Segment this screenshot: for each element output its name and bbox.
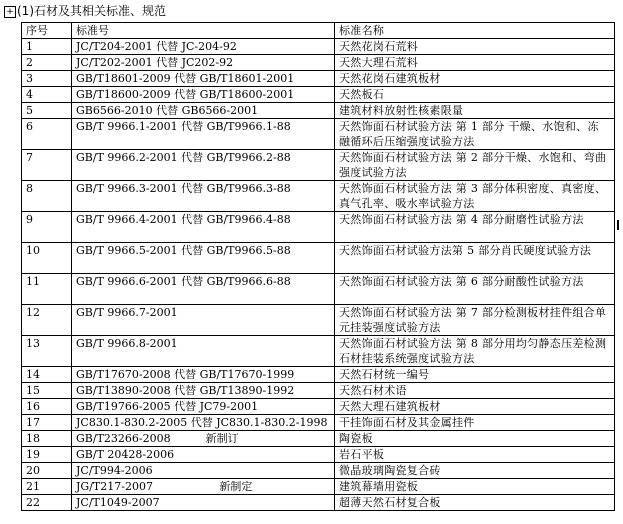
row-no: 19 <box>22 447 72 463</box>
row-code: GB/T 9966.3-2001 代替 GB/T9966.3-88 <box>72 181 335 212</box>
table-row <box>22 87 615 103</box>
row-name: 天然饰面石材试验方法 第 2 部分干燥、水饱和、弯曲强度试验方法 <box>335 150 615 181</box>
row-no: 1 <box>22 39 72 55</box>
table-row <box>22 119 615 150</box>
header-name: 标准名称 <box>335 23 615 39</box>
table-row <box>22 336 615 367</box>
row-no: 6 <box>22 119 72 150</box>
row-code: JC/T1049-2007 <box>72 495 335 511</box>
row-code: GB6566-2010 代替 GB6566-2001 <box>72 103 335 119</box>
table-row <box>22 399 615 415</box>
table-row <box>22 150 615 181</box>
table-row <box>22 39 615 55</box>
row-code: GB/T18601-2009 代替 GB/T18601-2001 <box>72 71 335 87</box>
row-no: 9 <box>22 212 72 243</box>
paragraph-mark <box>617 220 619 230</box>
header-code: 标准号 <box>72 23 335 39</box>
row-no: 7 <box>22 150 72 181</box>
table-row <box>22 274 615 305</box>
caption-text: (1)石材及其相关标准、规范 <box>17 4 166 18</box>
table-row <box>22 463 615 479</box>
row-name: 天然石材术语 <box>335 383 615 399</box>
row-no: 8 <box>22 181 72 212</box>
row-code: GB/T23266-2008 新制订 <box>72 431 335 447</box>
row-name: 干挂饰面石材及其金属挂件 <box>335 415 615 431</box>
standards-table <box>21 22 615 511</box>
table-row <box>22 103 615 119</box>
row-name: 超薄天然石材复合板 <box>335 495 615 511</box>
row-name: 天然饰面石材试验方法 第 8 部分用均匀静态压差检测石材挂装系统强度试验方法 <box>335 336 615 367</box>
table-row <box>22 479 615 495</box>
row-name: 天然饰面石材试验方法 第 6 部分耐酸性试验方法 <box>335 274 615 305</box>
row-name: 天然石材统一编号 <box>335 367 615 383</box>
table-row <box>22 431 615 447</box>
row-code: GB/T17670-2008 代替 GB/T17670-1999 <box>72 367 335 383</box>
table-row <box>22 367 615 383</box>
row-no: 2 <box>22 55 72 71</box>
row-no: 12 <box>22 305 72 336</box>
row-name: 天然饰面石材试验方法 第 4 部分耐磨性试验方法 <box>335 212 615 243</box>
row-code: GB/T18600-2009 代替 GB/T18600-2001 <box>72 87 335 103</box>
header-no: 序号 <box>22 23 72 39</box>
row-name: 天然花岗石荒料 <box>335 39 615 55</box>
row-name: 建筑材料放射性核素限量 <box>335 103 615 119</box>
row-name: 天然花岗石建筑板材 <box>335 71 615 87</box>
row-name: 天然饰面石材试验方法 第 1 部分 干燥、水饱和、冻融循环后压缩强度试验方法 <box>335 119 615 150</box>
row-code: GB/T13890-2008 代替 GB/T13890-1992 <box>72 383 335 399</box>
table-row <box>22 243 615 274</box>
row-name: 天然大理石荒料 <box>335 55 615 71</box>
row-name: 天然饰面石材试验方法 第 3 部分体积密度、真密度、真气孔率、吸水率试验方法 <box>335 181 615 212</box>
row-no: 10 <box>22 243 72 274</box>
row-name: 岩石平板 <box>335 447 615 463</box>
row-name: 天然饰面石材试验方法 第 7 部分检测板材挂件组合单元挂装强度试验方法 <box>335 305 615 336</box>
row-no: 15 <box>22 383 72 399</box>
row-name: 天然饰面石材试验方法第 5 部分肖氏硬度试验方法 <box>335 243 615 274</box>
row-code: JC/T994-2006 <box>72 463 335 479</box>
row-no: 14 <box>22 367 72 383</box>
table-row <box>22 71 615 87</box>
row-code: JC830.1-830.2-2005 代替 JC830.1-830.2-1998 <box>72 415 335 431</box>
table-anchor-icon[interactable]: + <box>4 6 16 18</box>
row-code: GB/T19766-2005 代替 JC79-2001 <box>72 399 335 415</box>
row-code: GB/T 9966.2-2001 代替 GB/T9966.2-88 <box>72 150 335 181</box>
row-code: JC/T204-2001 代替 JC-204-92 <box>72 39 335 55</box>
row-code: GB/T 9966.8-2001 <box>72 336 335 367</box>
row-code: GB/T 9966.1-2001 代替 GB/T9966.1-88 <box>72 119 335 150</box>
row-name: 陶瓷板 <box>335 431 615 447</box>
row-no: 3 <box>22 71 72 87</box>
row-no: 13 <box>22 336 72 367</box>
row-name: 微晶玻璃陶瓷复合砖 <box>335 463 615 479</box>
table-header-row <box>22 23 615 39</box>
row-code: GB/T 20428-2006 <box>72 447 335 463</box>
row-code: GB/T 9966.4-2001 代替 GB/T9966.4-88 <box>72 212 335 243</box>
table-row <box>22 212 615 243</box>
row-no: 16 <box>22 399 72 415</box>
row-code: GB/T 9966.6-2001 代替 GB/T9966.6-88 <box>72 274 335 305</box>
table-caption <box>4 3 166 19</box>
table-row <box>22 383 615 399</box>
row-name: 建筑幕墙用瓷板 <box>335 479 615 495</box>
row-code: JG/T217-2007 新制定 <box>72 479 335 495</box>
table-row <box>22 415 615 431</box>
row-no: 5 <box>22 103 72 119</box>
table-row <box>22 447 615 463</box>
row-code: GB/T 9966.7-2001 <box>72 305 335 336</box>
row-no: 18 <box>22 431 72 447</box>
table-row <box>22 495 615 511</box>
table-row <box>22 305 615 336</box>
row-no: 17 <box>22 415 72 431</box>
row-no: 21 <box>22 479 72 495</box>
row-name: 天然板石 <box>335 87 615 103</box>
row-name: 天然大理石建筑板材 <box>335 399 615 415</box>
row-no: 22 <box>22 495 72 511</box>
table-row <box>22 181 615 212</box>
row-code: JC/T202-2001 代替 JC202-92 <box>72 55 335 71</box>
row-no: 4 <box>22 87 72 103</box>
table-row <box>22 55 615 71</box>
row-no: 20 <box>22 463 72 479</box>
row-code: GB/T 9966.5-2001 代替 GB/T9966.5-88 <box>72 243 335 274</box>
row-no: 11 <box>22 274 72 305</box>
